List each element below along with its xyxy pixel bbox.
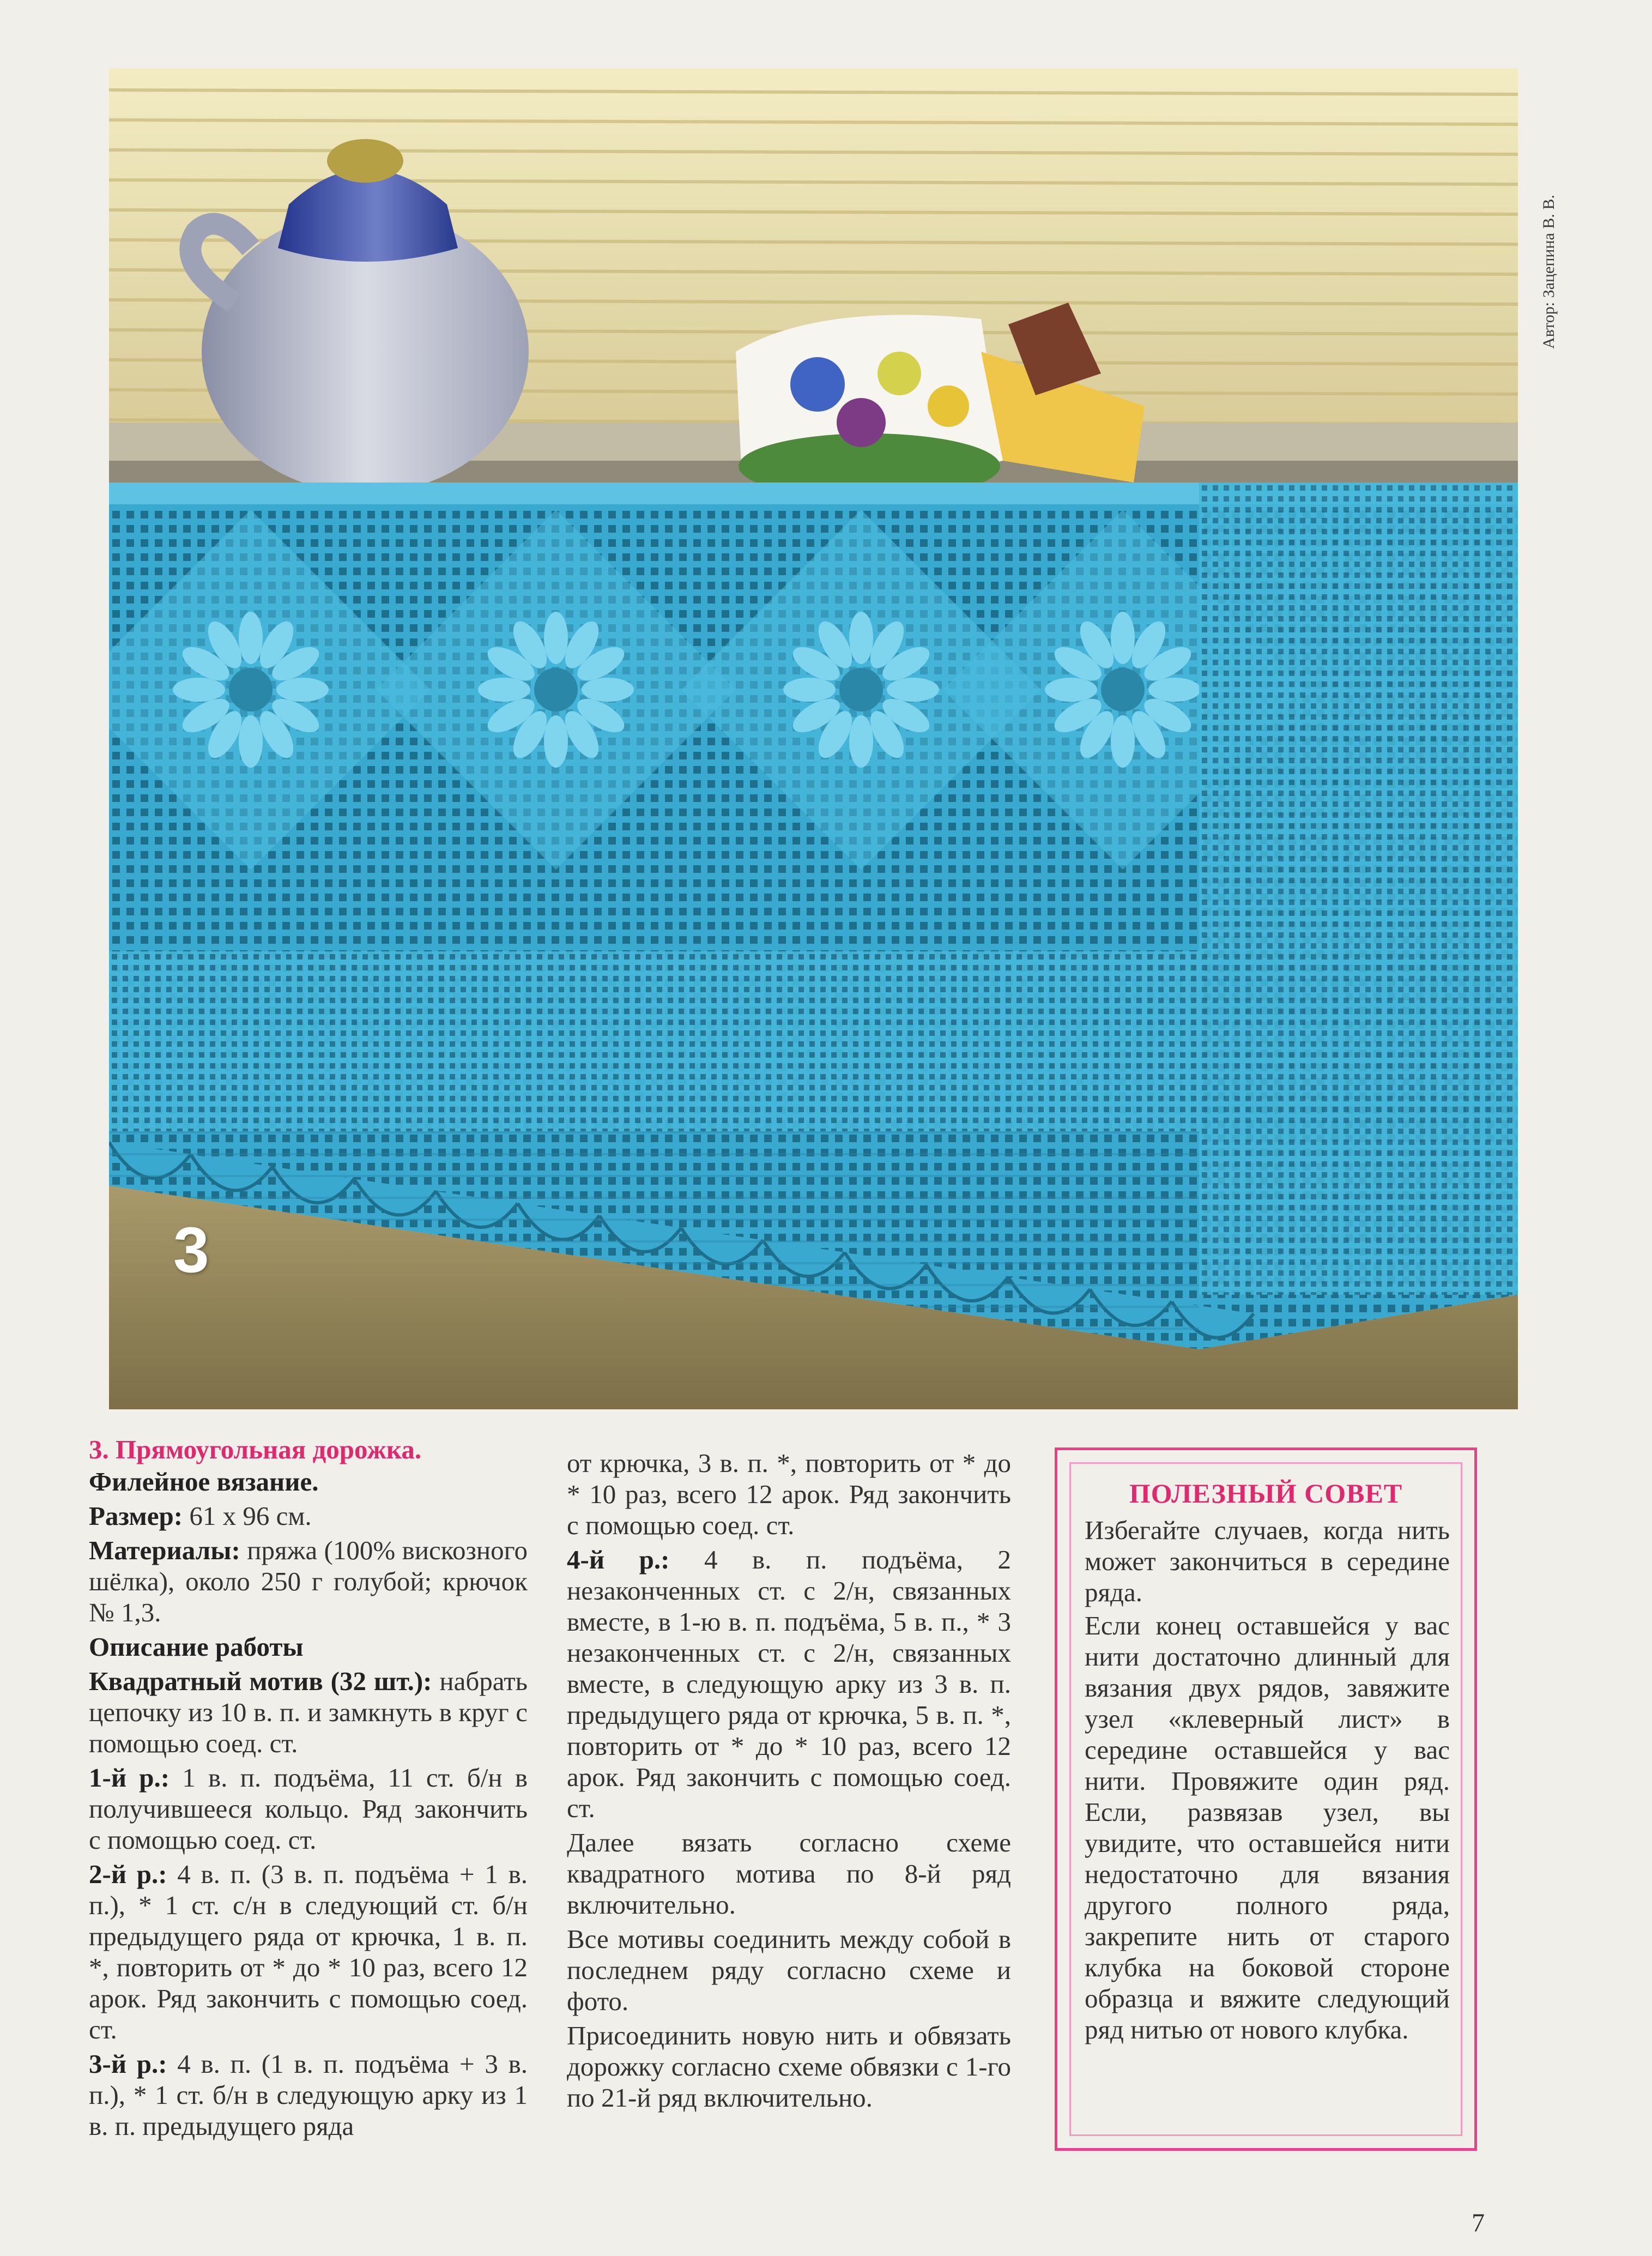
tip-paragraph-1: Избегайте случаев, когда нить может закончиться в середине ряда. [1085,1515,1450,1607]
photo-table-runner [109,68,1518,1409]
row1-value: 1 в. п. подъёма, 11 ст. б/н в получившееся кольцо. Ряд закончить с помощью соед. ст. [89,1763,528,1855]
work-heading: Описание работы [89,1632,304,1662]
paragraph-join: Все мотивы соединить между собой в последнем ряду согласно схеме и фото. [567,1924,1011,2016]
article-title: 3. Прямоугольная дорожка. [89,1434,422,1464]
size-label: Размер: [89,1501,183,1531]
row3-continuation: от крючка, 3 в. п. *, повторить от * до * 10 раз, всего 12 арок. Ряд закончить с помощью соед. ст. [567,1448,1011,1540]
row3-label: 3-й р.: [89,2049,167,2079]
tip-title: ПОЛЕЗНЫЙ СОВЕТ [1129,1478,1403,1509]
row1-label: 1-й р.: [89,1763,170,1793]
tip-text [1085,1515,1450,2047]
photo-credit [1523,87,1556,349]
materials-value: пряжа (100% вискозного шёлка), около 250 г голубой; крючок № 1,3. [89,1535,528,1627]
article-column-1 [89,1434,528,2145]
photo-number: 3 [173,1214,209,1286]
row4-value: 4 в. п. подъёма, 2 незаконченных ст. с 2/н, связанных вместе, в 1-ю в. п. подъёма, 5 в. п., * 3 незаконченных ст. с 2/н, связанных вместе, в следующую арку из 3 в. п. предыдущего ряда от крючка, 5 в. п. *, повторить от * до * 10 раз, всего 12 арок. Ряд закончить с помощью соед. ст. [567,1545,1012,1823]
row2-value: 4 в. п. (3 в. п. подъёма + 1 в. п.), * 1 ст. с/н в следующий ст. б/н предыдущего ряда от крючка, 1 в. п. *, повторить от * до * 10 раз, всего 12 арок. Ряд закончить с помощью соед. ст. [89,1859,528,2044]
photo-credit-text: Автор: Зацепина В. В. [1540,195,1558,349]
photo-illustration [109,68,1518,1409]
technique-label: Филейное вязание. [89,1467,319,1497]
tip-box [1055,1447,1477,2151]
materials-label: Материалы: [89,1535,240,1565]
motif-value: набрать цепочку из 10 в. п. и замкнуть в круг с помощью соед. ст. [89,1666,528,1758]
motif-label: Квадратный мотив (32 шт.): [89,1666,432,1696]
row3-value: 4 в. п. (1 в. п. подъёма + 3 в. п.), * 1 ст. б/н в следующую арку из 1 в. п. предыдущего ряда [89,2049,528,2141]
row2-label: 2-й р.: [89,1859,167,1889]
paragraph-border: Присоединить новую нить и обвязать дорожку согласно схеме обвязки с 1-го по 21-й ряд включительно. [567,2020,1011,2113]
row4-label: 4-й р.: [567,1545,670,1575]
tip-paragraph-2: Если конец оставшейся у вас нити достаточно длинный для вязания двух рядов, завяжите узел «клеверный лист» в середине оставшейся у вас нити. Провяжите один ряд. Если, развязав узел, вы увидите, что оставшейся нити недостаточно для вязания другого полного ряда, закрепите нить от старого клубка на боковой стороне образца и вяжите следующий ряд нитью от нового клубка. [1085,1610,1450,2044]
paragraph-scheme: Далее вязать согласно схеме квадратного мотива по 8-й ряд включительно. [567,1827,1011,1920]
article-column-2 [567,1447,1011,2116]
page-number: 7 [1472,2209,1485,2237]
size-value: 61 х 96 см. [183,1501,312,1531]
